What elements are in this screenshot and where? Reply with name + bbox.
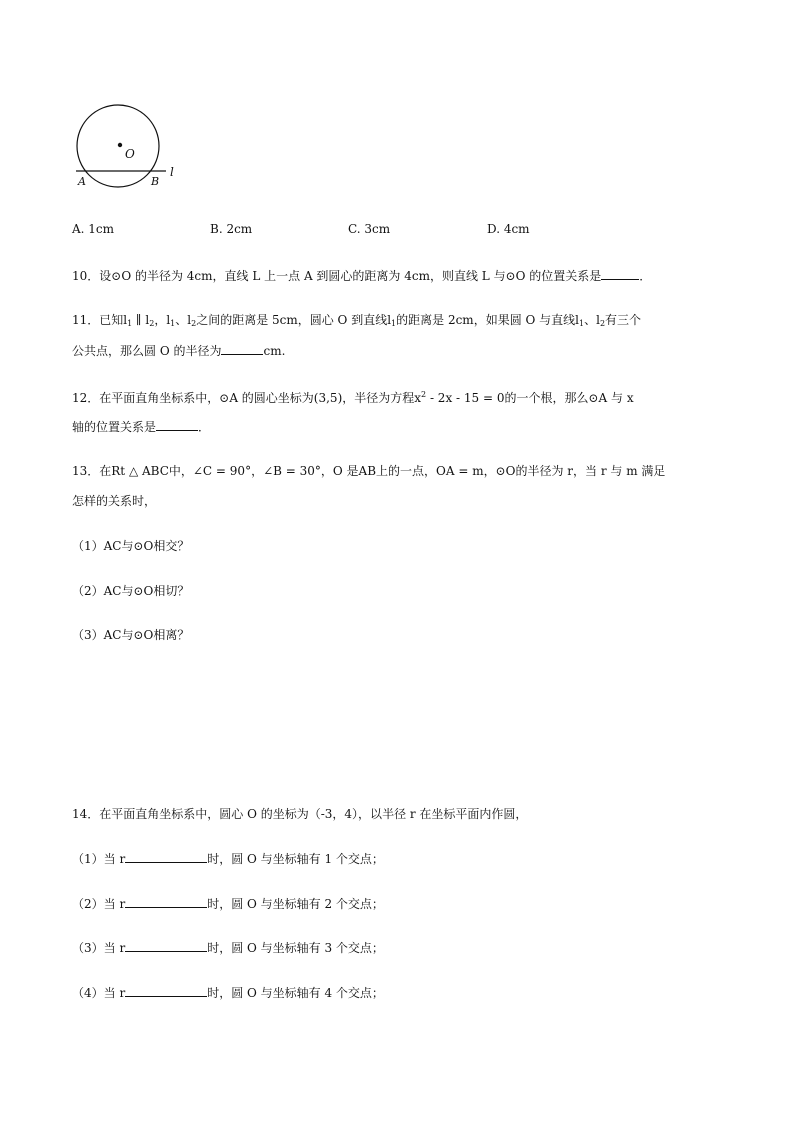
q11-text: ，l — [154, 313, 171, 327]
label-l: l — [170, 165, 174, 179]
q11-sub: 1 — [127, 319, 133, 328]
question-13-sub-3: （3）AC与⊙O相离？ — [72, 628, 190, 642]
q12-text: 12．在平面直角坐标系中，⊙A 的圆心坐标为(3,5)，半径为方程x — [72, 391, 422, 405]
question-12-line2 — [72, 418, 210, 435]
q14-item-text: 时，圆 O 与坐标轴有 1 个交点； — [207, 852, 384, 866]
question-11-line1 — [72, 312, 641, 332]
q14-item-text: 时，圆 O 与坐标轴有 3 个交点； — [207, 941, 384, 955]
q11-text: 公共点，那么圆 O 的半径为 — [72, 344, 222, 358]
q12-text: - 2x - 15 = 0的一个根，那么⊙A 与 x — [426, 391, 634, 405]
question-14-item — [72, 895, 384, 912]
q10-blank[interactable] — [601, 267, 639, 280]
q14-item-text: （4）当 r — [72, 986, 126, 1000]
q12-text: ． — [198, 420, 211, 434]
q11-blank[interactable] — [221, 342, 263, 355]
option-d[interactable]: D. 4cm — [487, 222, 530, 236]
q10-end: ． — [639, 269, 652, 283]
q14-item-text: 时，圆 O 与坐标轴有 4 个交点； — [207, 986, 384, 1000]
question-13-line1: 13．在Rt △ ABC中，∠C = 90°，∠B = 30°，O 是AB上的一点，OA = m，⊙O的半径为 r，当 r 与 m 满足 — [72, 464, 666, 478]
question-13-sub-1: （1）AC与⊙O相交？ — [72, 539, 190, 553]
q11-sub: 1 — [579, 319, 585, 328]
q11-sub: 2 — [599, 319, 606, 328]
question-13-line2: 怎样的关系时， — [72, 494, 157, 508]
q11-text: ∥ l — [132, 313, 150, 327]
q11-text: cm. — [263, 344, 286, 358]
q11-sub: 1 — [391, 319, 397, 328]
q12-blank[interactable] — [156, 418, 198, 431]
label-o: O — [125, 147, 135, 161]
question-14-item — [72, 984, 384, 1001]
q11-sub: 1 — [170, 319, 176, 328]
q11-text: 、l — [584, 313, 600, 327]
question-14-stem: 14．在平面直角坐标系中，圆心 O 的坐标为（-3，4），以半径 r 在坐标平面内作圆， — [72, 807, 528, 821]
q11-text: 有三个 — [605, 313, 642, 327]
question-11-line2 — [72, 342, 285, 359]
option-b[interactable]: B. 2cm — [210, 222, 253, 236]
option-a[interactable]: A. 1cm — [72, 222, 115, 236]
q14-blank[interactable] — [125, 850, 207, 863]
option-c[interactable]: C. 3cm — [348, 222, 391, 236]
question-12-line1 — [72, 387, 634, 406]
label-a: A — [78, 175, 86, 188]
q14-blank[interactable] — [125, 895, 207, 908]
q14-blank[interactable] — [125, 939, 207, 952]
q11-text: 、l — [175, 313, 192, 327]
q11-text: 的距离是 2cm，如果圆 O 与直线l — [396, 313, 579, 327]
q12-sup: 2 — [421, 390, 427, 399]
center-dot — [118, 143, 122, 147]
q14-item-text: 时，圆 O 与坐标轴有 2 个交点； — [207, 897, 384, 911]
question-10 — [72, 267, 651, 284]
q11-text: 11．已知l — [72, 313, 128, 327]
question-14-item — [72, 939, 384, 956]
q14-item-text: （3）当 r — [72, 941, 126, 955]
q11-text: 之间的距离是 5cm，圆心 O 到直线l — [196, 313, 392, 327]
q11-sub: 2 — [191, 319, 197, 328]
q11-sub: 2 — [149, 319, 155, 328]
q14-item-text: （1）当 r — [72, 852, 126, 866]
q9-options — [72, 222, 672, 238]
q10-text: 10．设⊙O 的半径为 4cm，直线 L 上一点 A 到圆心的距离为 4cm，则直线 L 与⊙O 的位置关系是 — [72, 269, 602, 283]
question-14-item — [72, 850, 384, 867]
q14-blank[interactable] — [125, 984, 207, 997]
circle-o — [77, 105, 159, 187]
label-b: B — [151, 175, 160, 188]
q14-item-text: （2）当 r — [72, 897, 126, 911]
circle-line-figure — [70, 96, 210, 192]
question-13-sub-2: （2）AC与⊙O相切？ — [72, 584, 190, 598]
q12-text: 轴的位置关系是 — [72, 420, 157, 434]
